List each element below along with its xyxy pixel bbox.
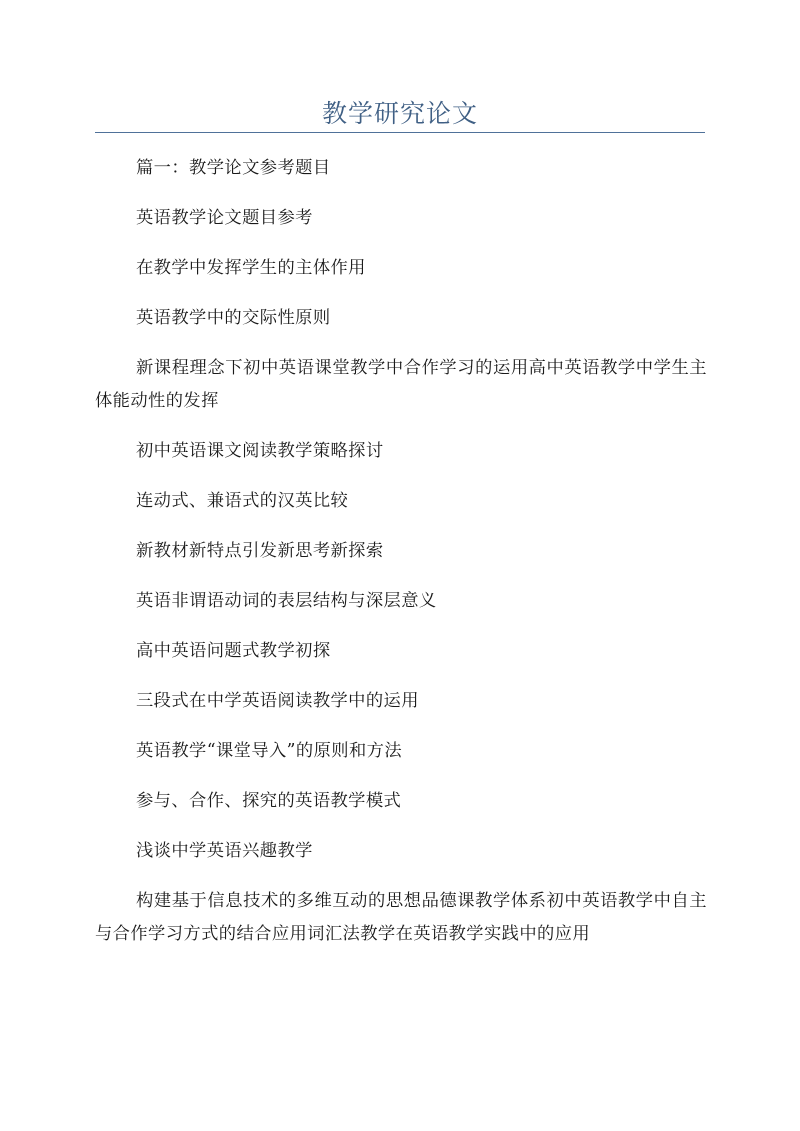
paragraph: 新教材新特点引发新思考新探索 <box>136 541 384 561</box>
paragraph: 在教学中发挥学生的主体作用 <box>136 258 366 278</box>
paragraph: 三段式在中学英语阅读教学中的运用 <box>136 691 419 711</box>
paragraph: 新课程理念下初中英语课堂教学中合作学习的运用高中英语教学中学生主体能动性的发挥 <box>95 358 707 411</box>
paragraph: 英语教学中的交际性原则 <box>136 308 331 328</box>
paragraph: 英语非谓语动词的表层结构与深层意义 <box>136 591 437 611</box>
paragraph: 篇一：教学论文参考题目 <box>136 158 331 178</box>
paragraph: 英语教学论文题目参考 <box>136 208 313 228</box>
paragraph: 高中英语问题式教学初探 <box>136 641 331 661</box>
paragraph: 构建基于信息技术的多维互动的思想品德课教学体系初中英语教学中自主与合作学习方式的结合应用词汇法教学在英语教学实践中的应用 <box>95 891 707 944</box>
paragraph: 参与、合作、探究的英语教学模式 <box>136 791 402 811</box>
paragraph: 英语教学“课堂导入”的原则和方法 <box>136 741 403 761</box>
paragraph: 初中英语课文阅读教学策略探讨 <box>136 441 384 461</box>
paragraph: 浅谈中学英语兴趣教学 <box>136 841 313 861</box>
document-body <box>95 152 707 968</box>
paragraph: 连动式、兼语式的汉英比较 <box>136 491 349 511</box>
title-underline <box>95 132 705 133</box>
document-title: 教学研究论文 <box>321 99 478 128</box>
